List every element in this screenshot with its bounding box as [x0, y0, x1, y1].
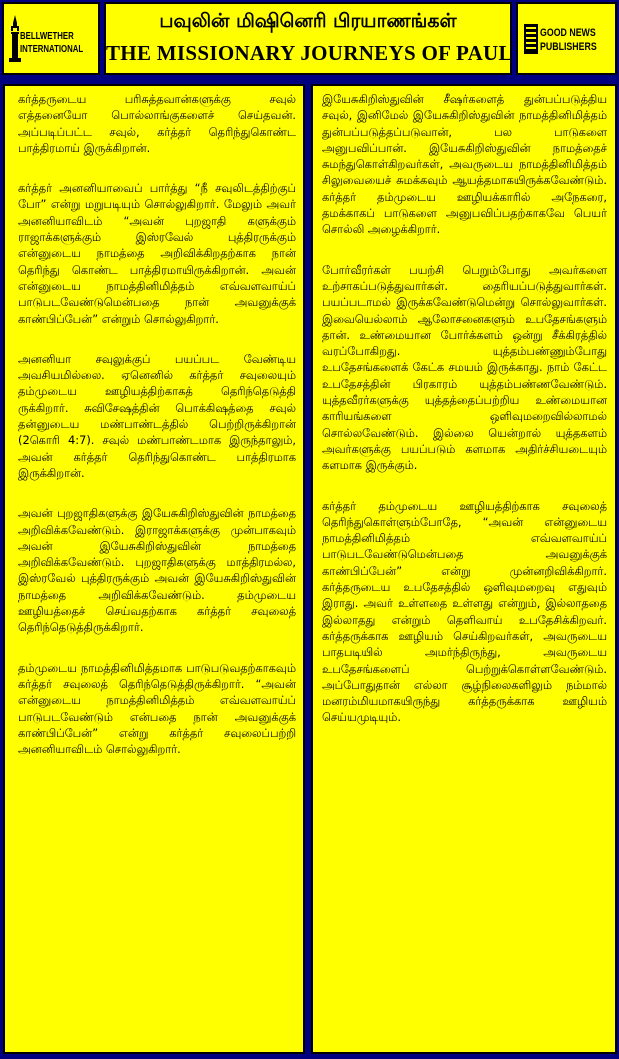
- left-paragraph-4: அவன் புறஜாதிகளுக்கு இயேசுகிறிஸ்துவின் நாமத்தை அறிவிக்கவேண்டும். இராஜாக்களுக்கு முன்பாகவும் அவன் இயேசுகிறிஸ்துவின் நாமத்தை அறிவிக்கவேண்டும். புறஜாதிகளுக்கு மாத்திரமல்ல, இஸ்ரவேல் புத்திரருக்கும் அவன் இயேசுகிறிஸ்துவின் நாமத்தை அறிவிக்கவேண்டும். தம்முடைய ஊழியத்தைச் செய்வதற்காக கர்த்தர் சவுலைத் தெரிந்தெடுத்திருக்கிறார்.: [18, 506, 296, 635]
- title-banner: [104, 2, 512, 75]
- title-english: THE MISSIONARY JOURNEYS OF PAUL: [106, 41, 513, 65]
- right-paragraph-3: கர்த்தர் தம்முடைய ஊழியத்திற்காக சவுலைத் தெரிந்துகொள்ளும்போதே, “அவன் என்னுடைய நாமத்தினிமித்தம் எவ்வளவாய்ப் பாடுபடவேண்டுமென்பதை அவனுக்குக் காண்பிப்பேன்” என்று முன்னறிவிக்கிறார். கர்த்தருடைய உபதேசத்தில் ஒளிவுமறைவு எதுவும் இராது. அவர் உள்ளதை உள்ளது என்றும், இல்லாததை இல்லாதது என்றும் தெளிவாய் உபதேசிக்கிறவர். கர்த்தருக்காக ஊழியம் செய்கிறவர்கள், அவருடைய பாதபடியில் அமர்ந்திருந்து, அவருடைய உபதேசங்களைப் பெற்றுக்கொள்ளவேண்டும். அப்போதுதான் எல்லா சூழ்நிலைகளிலும் நம்மால் மனரம்மியமாகயிருந்து கர்த்தருக்காக ஊழியம் செய்யமுடியும்.: [322, 498, 607, 725]
- title-tamil: பவுலின் மிஷினெரி பிரயாணங்கள்: [159, 10, 457, 32]
- book-icon: [523, 22, 539, 56]
- logo-left-line2: INTERNATIONAL: [20, 44, 84, 55]
- logo-left-line1: BELLWETHER: [20, 31, 74, 42]
- left-paragraph-5: தம்முடைய நாமத்தினிமித்தமாக பாடுபடுவதற்காகவும் கர்த்தர் சவுலைத் தெரிந்தெடுத்திருக்கிறார். “அவன் என்னுடைய நாமத்தினிமித்தம் எவ்வளவாய்ப் பாடுபடவேண்டும் என்பதை நான் அவனுக்குக் காண்பிப்பேன்” என்று கர்த்தர் சவுலைப்பற்றி அனனியாவிடம் சொல்லுகிறார்.: [18, 660, 296, 757]
- right-paragraph-1: இயேசுகிறிஸ்துவின் சீஷர்களைத் துன்பப்படுத்திய சவுல், இனிமேல் இயேசுகிறிஸ்துவின் நாமத்தினிமித்தம் துன்பப்படுத்தப்படுவான், பல பாடுகளை அனுபவிப்பான். இயேசுகிறிஸ்துவின் நாமத்தைச் சுமந்துகொள்கிறவர்கள், அவருடைய நாமத்தினிமித்தம் சிலுவையைச் சுமக்கவும் ஆயத்தமாகயிருக்கவேண்டும். கர்த்தர் தம்முடைய ஊழியக்காரில் அநேகரை, தமக்காகப் பாடுகளை அனுபவிப்பதற்காகவே பெயர் சொல்லி அழைக்கிறார்.: [322, 92, 607, 237]
- left-paragraph-3: அனனியா சவுலுக்குப் பயப்பட வேண்டிய அவசியமில்லை. ஏனெனில் கர்த்தர் சவுலையும் தம்முடைய ஊழியத்திற்காகத் தெரிந்தெடுத்தி ருக்கிறார். சுவிசேஷத்தின் பொக்கிஷத்தை சவுல் தன்னுடைய மண்பாண்டத்தில் பெற்றிருக்கிறான் (2கொரி 4:7). சவுல் மண்பாண்டமாக இருந்தாலும், அவன் கர்த்தர் தெரிந்துகொண்ட பாத்திரமாக இருக்கிறான்.: [18, 351, 296, 480]
- logo-right-line1: GOOD NEWS: [540, 27, 596, 39]
- left-paragraph-2: கர்த்தர் அனனியாவைப் பார்த்து “நீ சவுலிடத்திற்குப் போ” என்று மறுபடியும் சொல்லுகிறார். மேலும் அவர் அனனியாவிடம் “அவன் புறஜாதி களுக்கும் ராஜாக்களுக்கும் இஸ்ரவேல் புத்திரருக்கும் என்னுடைய நாமத்தை அறிவிக்கிறதற்காக நான் தெரிந்து கொண்ட பாத்திரமாயிருக்கிறான். அவன் என்னுடைய நாமத்தினிமித்தம் எவ்வளவாய்ப் பாடுபடவேண்டுமென்பதை நான் அவனுக்குக் காண்பிப்பேன்” என்றும் சொல்லுகிறார்.: [18, 181, 296, 326]
- good-news-publishers-logo: [516, 2, 617, 75]
- bellwether-logo: [2, 2, 100, 75]
- left-paragraph-1: கர்த்தருடைய பரிசுத்தவான்களுக்கு சவுல் எத்தனையோ பொல்லாங்குகளைச் செய்தவன். அப்படிப்பட்ட சவுல், கர்த்தர் தெரிந்துகொண்ட பாத்திரமாய் இருக்கிறான்.: [18, 92, 296, 155]
- left-column: [3, 84, 305, 1054]
- right-column: [311, 84, 617, 1054]
- right-paragraph-2: போர்வீரர்கள் பயற்சி பெறும்போது அவர்களை உற்சாகப்படுத்துவார்கள். தைரியப்படுத்துவார்கள். பயப்படாமல் இருக்கவேண்டுமென்று சொல்லுவார்கள். இவையெல்லாம் ஆலோசனைகளும் உபதேசங்களும் தான். உண்மையான போர்க்களம் ஒன்று சீக்கிரத்தில் வரப்போகிறது. யுத்தம்பண்ணும்போது உபதேசங்களைக் கேட்க சமயம் இருக்காது. நாம் கேட்ட உபதேசத்தின் பிரகாரம் யுத்தம்பண்ணவேண்டும். யுத்தவீரர்களுக்கு யுத்தத்தைப்பற்றிய உண்மையான காரியங்களை ஒளிவுமறைவில்லாமல் சொல்லவேண்டும். இல்லை யென்றால் யுத்தகளம் அவர்களுக்கு பயப்படும் களமாக அதிர்ச்சியடையும் களமாக இருக்கும்.: [322, 262, 607, 473]
- header-bar: [0, 0, 619, 77]
- logo-right-line2: PUBLISHERS: [540, 41, 597, 53]
